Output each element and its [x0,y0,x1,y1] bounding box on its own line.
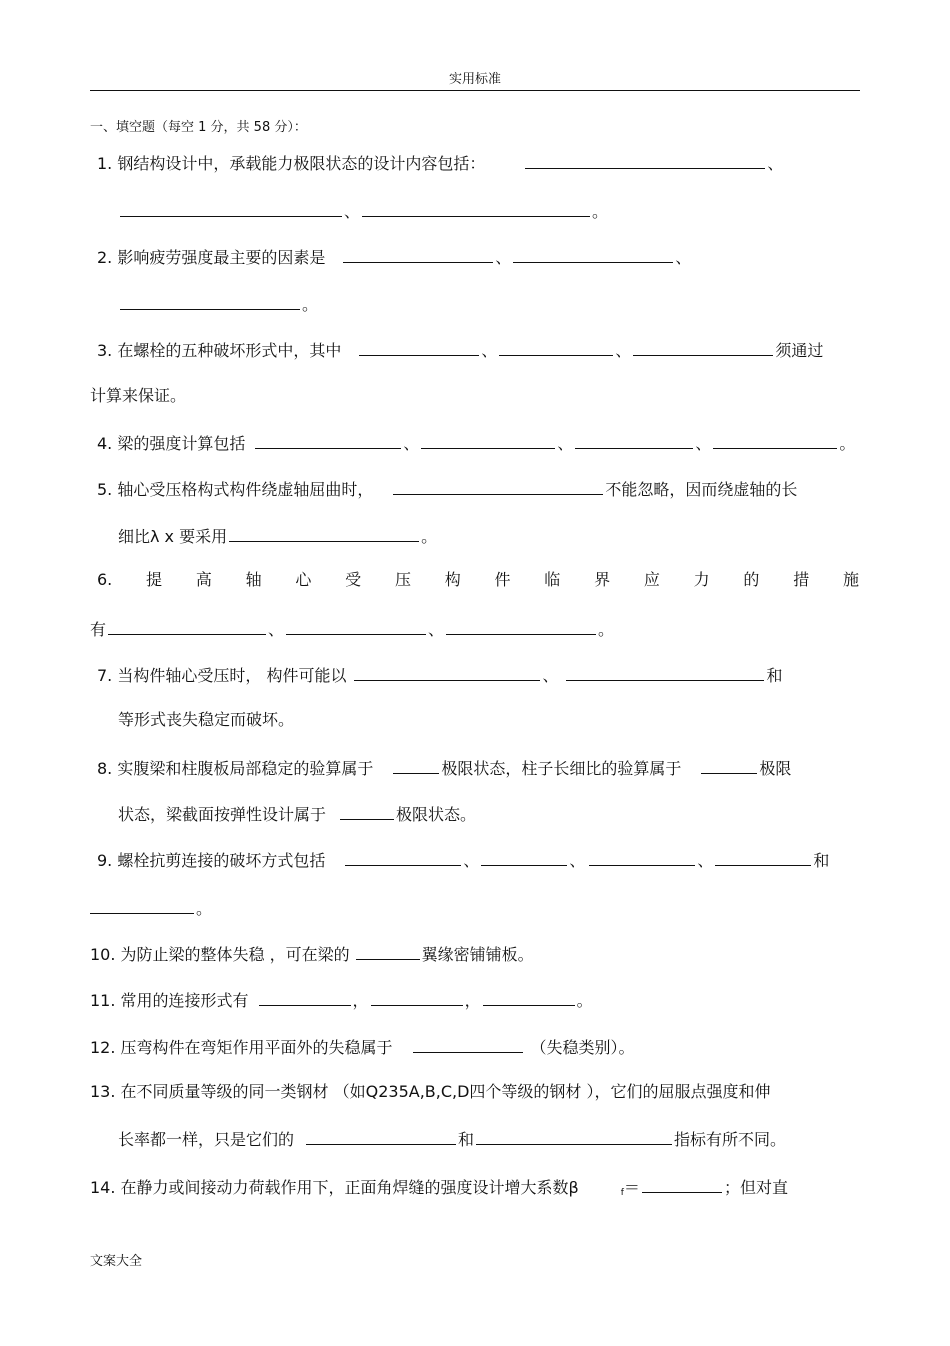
answer-blank[interactable] [476,1128,672,1145]
page-header: 实用标准 [448,72,501,87]
question-3-line-1: 3. 在螺栓的五种破坏形式中，其中 、 、 须通过 [97,341,824,360]
answer-blank[interactable] [633,339,773,356]
answer-blank[interactable] [715,849,811,866]
answer-blank[interactable] [359,339,479,356]
answer-blank[interactable] [120,200,342,217]
question-8-line-2: 状态，梁截面按弹性设计属于 极限状态。 [118,805,477,824]
page-footer: 文案大全 [90,1254,143,1269]
answer-blank[interactable] [525,152,765,169]
answer-blank[interactable] [345,849,461,866]
question-3-line-2: 计算来保证。 [90,386,187,405]
answer-blank[interactable] [354,664,540,681]
section-title: 一、填空题（每空 1 分，共 58 分）： [90,120,307,135]
answer-blank[interactable] [513,246,673,263]
question-6-line-2: 有 、 、 。 [90,620,615,639]
answer-blank[interactable] [120,293,300,310]
question-11: 11. 常用的连接形式有 ， ， 。 [90,991,593,1010]
answer-blank[interactable] [481,849,567,866]
question-4: 4. 梁的强度计算包括 、 、 、 。 [97,434,856,453]
header-rule [90,90,860,91]
answer-blank[interactable] [306,1128,456,1145]
answer-blank[interactable] [90,897,194,914]
question-9-line-2: 。 [90,897,212,919]
answer-blank[interactable] [483,989,575,1006]
answer-blank[interactable] [286,618,426,635]
question-7-line-2: 等形式丧失稳定而破坏。 [118,710,295,729]
answer-blank[interactable] [393,757,439,774]
question-2-line-1: 2. 影响疲劳强度最主要的因素是 、 、 [97,248,692,267]
answer-blank[interactable] [642,1176,722,1193]
answer-blank[interactable] [229,525,419,542]
answer-blank[interactable] [259,989,351,1006]
question-1-line-1: 1. 钢结构设计中，承载能力极限状态的设计内容包括： 、 [97,154,784,173]
answer-blank[interactable] [371,989,463,1006]
answer-blank[interactable] [589,849,695,866]
answer-blank[interactable] [499,339,613,356]
answer-blank[interactable] [413,1036,523,1053]
answer-blank[interactable] [713,432,837,449]
answer-blank[interactable] [255,432,401,449]
answer-blank[interactable] [566,664,764,681]
question-5-line-2: 细比λ x 要采用 。 [118,527,438,546]
answer-blank[interactable] [340,803,394,820]
question-6-line-1: 6. 提 高 轴 心 受 压 构 件 临 界 应 力 的 措 施 [97,570,859,589]
question-7-line-1: 7. 当构件轴心受压时， 构件可能以 、 和 [97,666,783,685]
question-2-line-2: 。 [118,293,318,315]
question-14: 14. 在静力或间接动力荷载作用下，正面角焊缝的强度设计增大系数β $_f$＝ ；但对直 [90,1178,788,1198]
question-5-line-1: 5. 轴心受压格构式构件绕虚轴屈曲时， 不能忽略，因而绕虚轴的长 [97,480,798,499]
question-13-line-2: 长率都一样，只是它们的 和 指标有所不同。 [118,1130,787,1149]
question-10: 10. 为防止梁的整体失稳 ，可在梁的 翼缘密铺铺板。 [90,945,534,964]
question-8-line-1: 8. 实腹梁和柱腹板局部稳定的验算属于 极限状态，柱子长细比的验算属于 极限 [97,759,792,778]
question-1-line-2: 、 。 [118,200,608,222]
answer-blank[interactable] [108,618,266,635]
answer-blank[interactable] [356,943,420,960]
answer-blank[interactable] [362,200,590,217]
answer-blank[interactable] [575,432,693,449]
answer-blank[interactable] [701,757,757,774]
answer-blank[interactable] [343,246,493,263]
question-13-line-1: 13. 在不同质量等级的同一类钢材 （如Q235A,B,C,D四个等级的钢材 ），它们的屈服点强度和伸 [90,1082,771,1101]
answer-blank[interactable] [393,478,603,495]
question-12: 12. 压弯构件在弯矩作用平面外的失稳属于 （失稳类别）。 [90,1038,635,1057]
question-9-line-1: 9. 螺栓抗剪连接的破坏方式包括 、 、 、 和 [97,851,830,870]
answer-blank[interactable] [421,432,555,449]
answer-blank[interactable] [446,618,596,635]
